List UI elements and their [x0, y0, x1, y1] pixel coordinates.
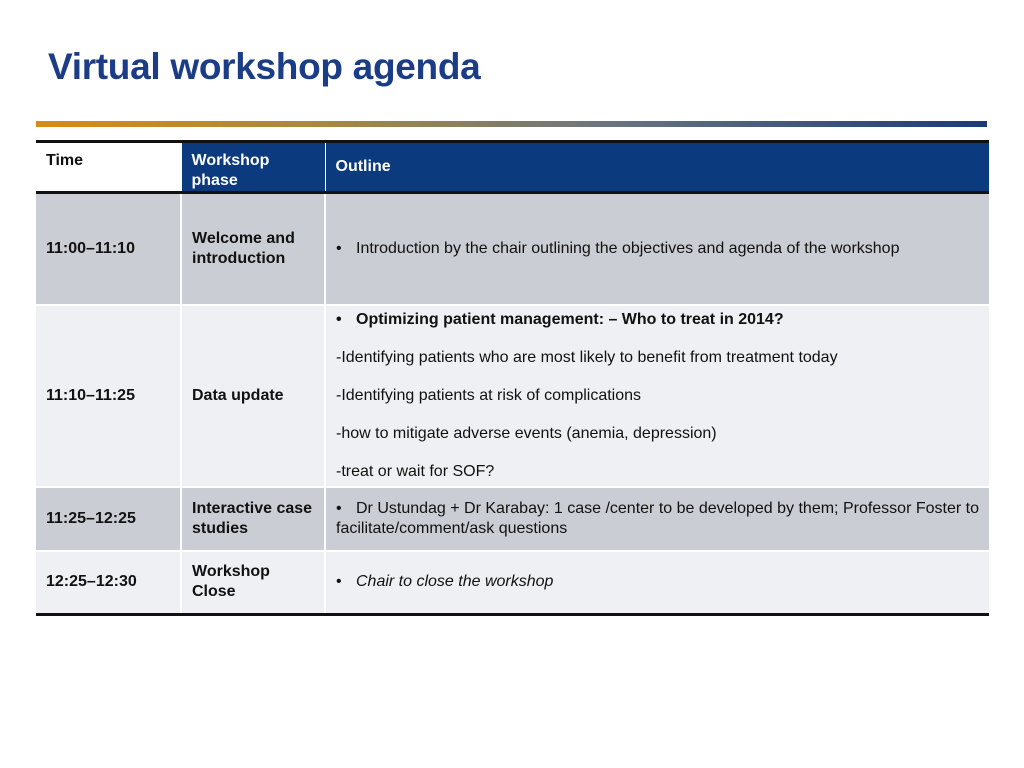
time-cell: 12:25–12:30 — [36, 551, 181, 615]
outline-bullet-text: Dr Ustundag + Dr Karabay: 1 case /center to be developed by them; Professor Foster to facilitate/comment/ask questions — [336, 499, 979, 537]
table-row — [36, 487, 989, 551]
time-cell: 11:00–11:10 — [36, 193, 181, 305]
table-row — [36, 551, 989, 615]
table-header-row — [36, 142, 989, 193]
bullet-icon: • — [336, 310, 342, 328]
phase-cell: Data update — [181, 305, 325, 487]
header-outline: Outline — [325, 142, 989, 193]
bullet-icon: • — [336, 239, 342, 257]
table-row — [36, 193, 989, 305]
phase-cell: Welcome and introduction — [181, 193, 325, 305]
title-divider — [36, 121, 987, 127]
header-time: Time — [36, 142, 181, 193]
page-title: Virtual workshop agenda — [48, 46, 481, 87]
time-cell: 11:10–11:25 — [36, 305, 181, 487]
bullet-icon: • — [336, 499, 342, 517]
outline-sub-item: -treat or wait for SOF? — [336, 462, 495, 480]
outline-bullet-item — [336, 310, 979, 330]
time-cell: 11:25–12:25 — [36, 487, 181, 551]
outline-sub-item: -Identifying patients at risk of complications — [336, 386, 642, 404]
outline-bullet-item — [336, 239, 979, 259]
phase-cell: Interactive case studies — [181, 487, 325, 551]
outline-bullet-text: Optimizing patient management: – Who to treat in 2014? — [356, 310, 784, 328]
outline-bullet-text: Chair to close the workshop — [356, 573, 554, 591]
outline-bullet-item — [336, 572, 979, 592]
outline-sub-item: -how to mitigate adverse events (anemia, depression) — [336, 424, 717, 442]
outline-cell — [325, 487, 989, 551]
outline-bullet-item — [336, 499, 979, 539]
header-workshop-phase: Workshop phase — [181, 142, 325, 193]
bullet-icon: • — [336, 573, 342, 591]
outline-sub-item: -Identifying patients who are most likely to benefit from treatment today — [336, 348, 838, 366]
table-row — [36, 305, 989, 487]
outline-cell — [325, 305, 989, 487]
phase-cell: Workshop Close — [181, 551, 325, 615]
outline-cell — [325, 551, 989, 615]
outline-bullet-text: Introduction by the chair outlining the objectives and agenda of the workshop — [356, 239, 900, 257]
outline-cell — [325, 193, 989, 305]
agenda-table — [36, 140, 989, 616]
